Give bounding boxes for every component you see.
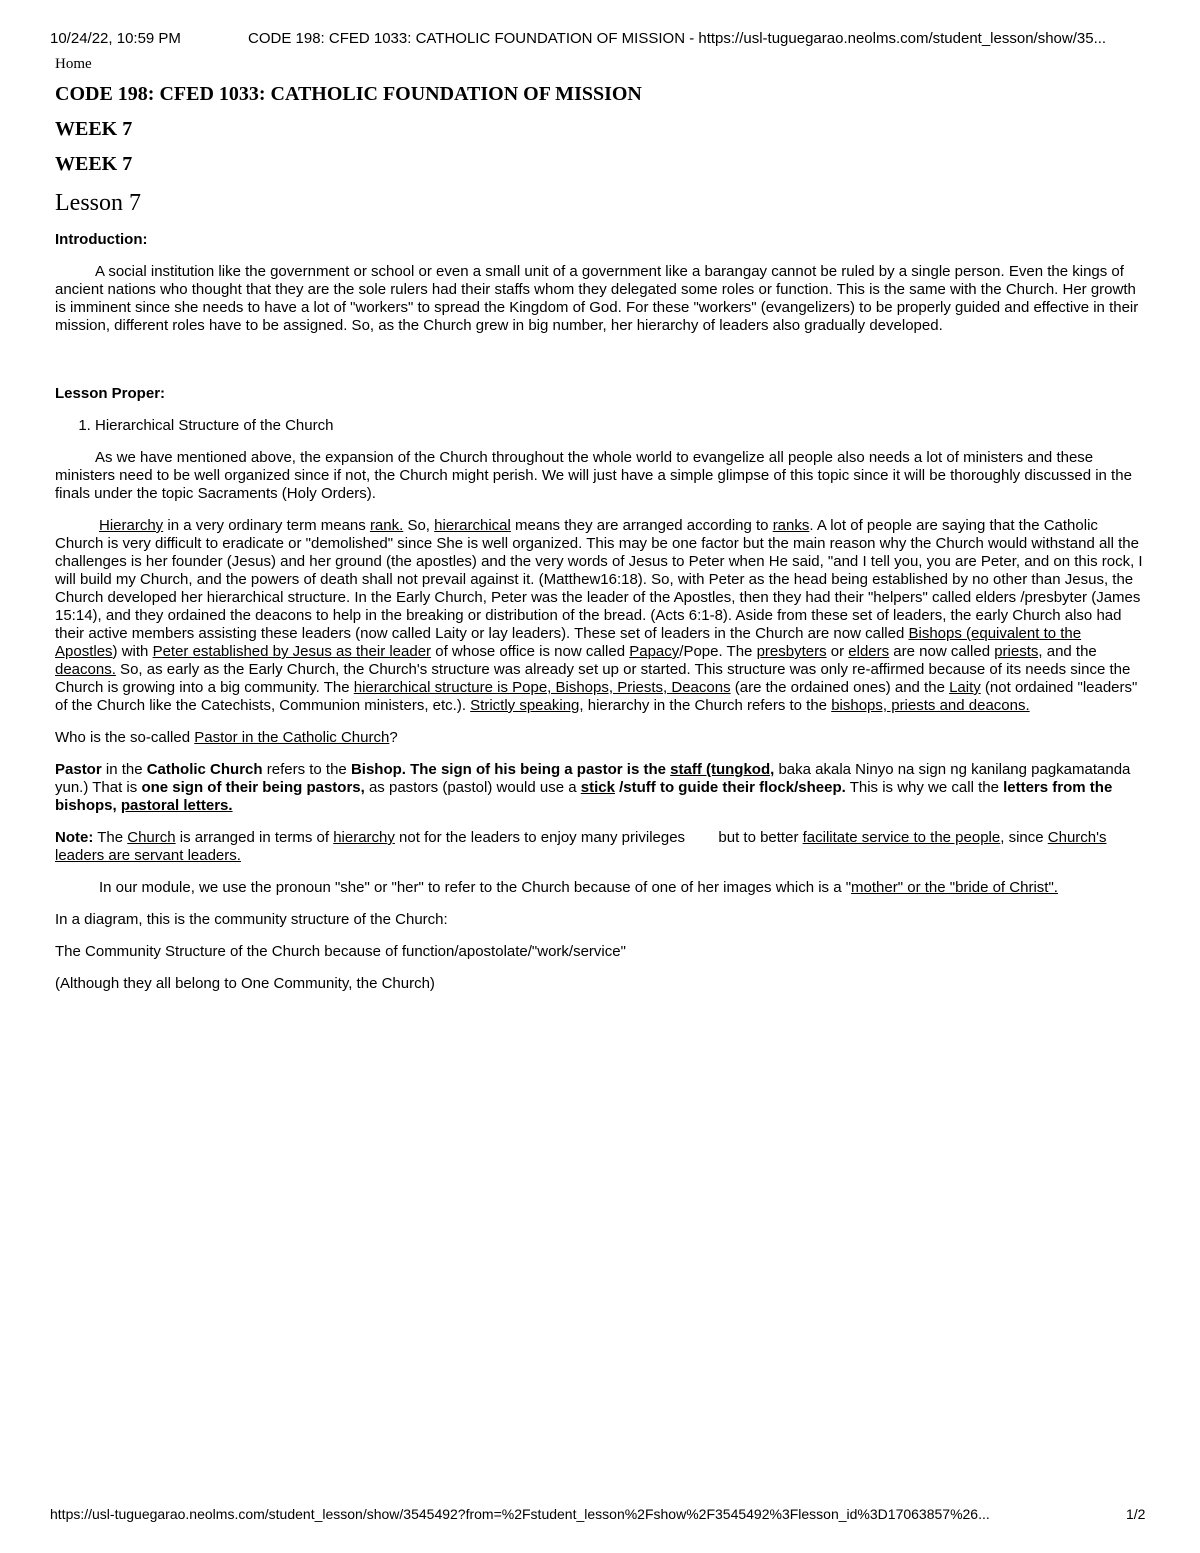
pastor-paragraph: Pastor in the Catholic Church refers to the Bishop. The sign of his being a pastor is the staff (tungkod, baka akala Ninyo na sign ng kanilang pagkamatanda yun.) That is one sign of their being pastors, as pastors (pastol) would use a stick /stuff to guide their flock/sheep. This is why we call the letters from the bishops, pastoral letters. — [55, 761, 1131, 814]
lesson-proper-heading: Lesson Proper: — [55, 385, 166, 402]
print-footer-url: https://usl-tuguegarao.neolms.com/student_lesson/show/3545492?from=%2Fstudent_lesson%2Fshow%2F3545492%3Flesson_id%3D17063857%26... — [50, 1506, 990, 1522]
note-paragraph: Note: The Church is arranged in terms of hierarchy not for the leaders to enjoy many privileges but to better facilitate service to the people, since Church's leaders are servant leaders. — [55, 829, 1107, 864]
section-spacer — [55, 349, 1145, 385]
diagram-intro: In a diagram, this is the community structure of the Church: — [55, 911, 448, 928]
pronoun-paragraph: In our module, we use the pronoun "she" or "her" to refer to the Church because of one of her images which is a "mother" or the "bride of Christ". — [99, 879, 1058, 896]
week-heading: WEEK 7 — [55, 118, 133, 140]
pastor-question: Who is the so-called Pastor in the Catholic Church? — [55, 729, 398, 746]
list-item: 1. Hierarchical Structure of the Church — [95, 417, 1145, 435]
course-title: CODE 198: CFED 1033: CATHOLIC FOUNDATION OF MISSION — [55, 83, 642, 105]
structure-title: The Community Structure of the Church because of function/apostolate/"work/service" — [55, 943, 626, 960]
print-datetime: 10/24/22, 10:59 PM — [50, 30, 181, 47]
introduction-heading: Introduction: — [55, 231, 148, 248]
lesson-content — [55, 56, 1145, 1007]
print-page-title: CODE 198: CFED 1033: CATHOLIC FOUNDATION OF MISSION - https://usl-tuguegarao.neolms.com/student_lesson/show/35... — [248, 30, 1107, 47]
home-link[interactable]: Home — [55, 56, 92, 72]
expansion-paragraph: As we have mentioned above, the expansion of the Church throughout the whole world to evangelize all people also needs a lot of ministers and these ministers need to be well organized since if not, the Church might perish. We will just have a simple glimpse of this topic since it will be thoroughly discussed in the finals under the topic Sacraments (Holy Orders). — [55, 449, 1132, 502]
print-page-number: 1/2 — [1126, 1506, 1146, 1522]
hierarchy-paragraph: Hierarchy in a very ordinary term means rank. So, hierarchical means they are arranged according to ranks. A lot of people are saying that the Catholic Church is very difficult to eradicate or "demolished" since She is well organized. This may be one factor but the main reason why the Church would withstand all the challenges is her founder (Jesus) and her ground (the apostles) and the very words of Jesus to Peter when He said, "and I tell you, you are Peter, and on this rock, I will build my Church, and the powers of death shall not prevail against it. (Matthew16:18). So, with Peter as the head being established by no other than Jesus, the Church developed her hierarchical structure. In the Early Church, Peter was the leader of the Apostles, then they had their "helpers" called elders /presbyter (James 15:14), and they ordained the deacons to help in the breaking or distribution of the bread. (Acts 6:1-8). Aside from these set of leaders, the early Church also had their active members assisting these leaders (now called Laity or lay leaders). These set of leaders in the Church are now called Bishops (equivalent to the Apostles) with Peter established by Jesus as their leader of whose office is now called Papacy/Pope. The presbyters or elders are now called priests, and the deacons. So, as early as the Early Church, the Church's structure was already set up or started. This structure was only re-affirmed because of its needs since the Church is growing into a big community. The hierarchical structure is Pope, Bishops, Priests, Deacons (are the ordained ones) and the Laity (not ordained "leaders" of the Church like the Catechists, Communion ministers, etc.). Strictly speaking, hierarchy in the Church refers to the bishops, priests and deacons. — [55, 517, 1143, 714]
week-subheading: WEEK 7 — [55, 153, 133, 175]
introduction-text: A social institution like the government or school or even a small unit of a government like a barangay cannot be ruled by a single person. Even the kings of ancient nations who thought that they are the sole rulers had their staffs whom they delegated some roles or function. This is the same with the Church. Her growth is imminent since she needs to have a lot of "workers" to spread the Kingdom of God. For these "workers" (evangelizers) to be properly guided and effective in their mission, different roles have to be assigned. So, as the Church grew in big number, her hierarchy of leaders also gradually developed. — [55, 263, 1139, 334]
lesson-title: Lesson 7 — [55, 190, 141, 216]
structure-note: (Although they all belong to One Community, the Church) — [55, 975, 435, 992]
topic-list — [55, 417, 1145, 435]
